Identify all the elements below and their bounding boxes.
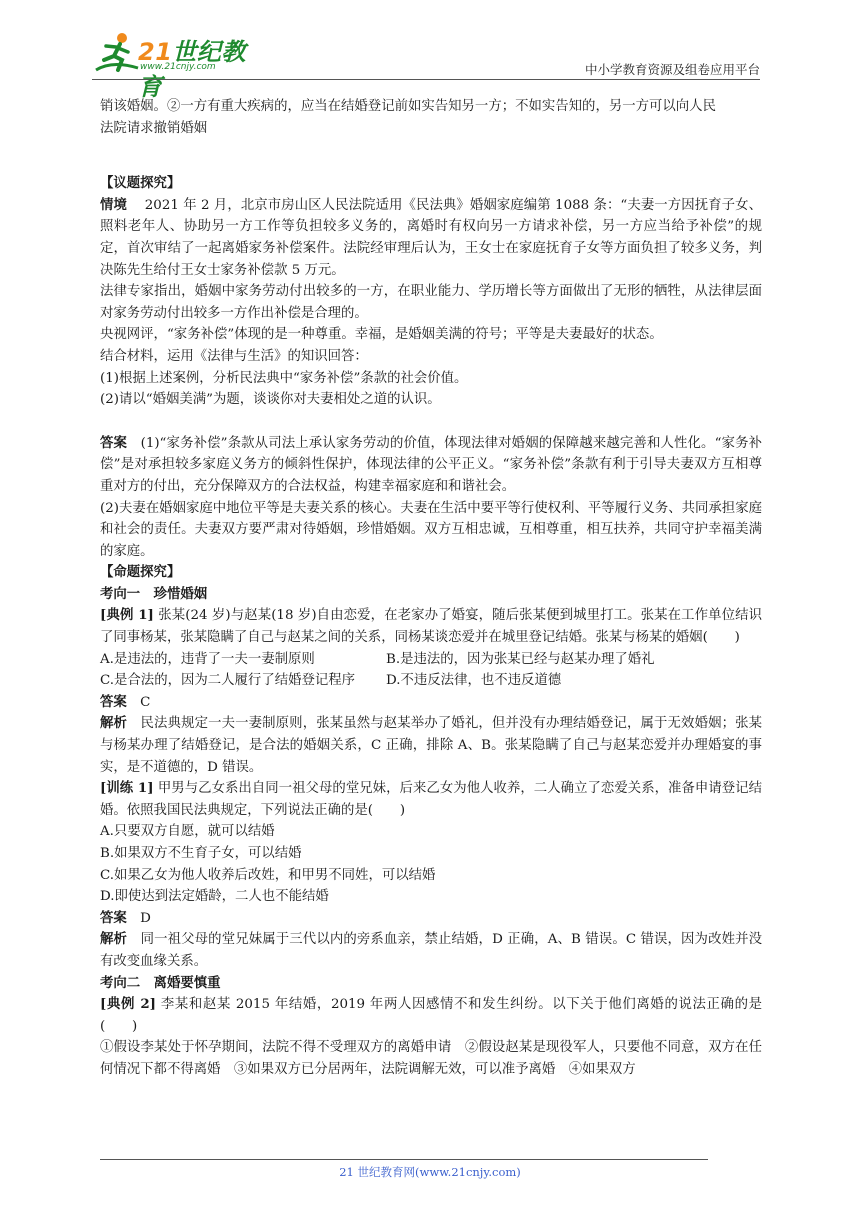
option-c: C.是合法的，因为二人履行了结婚登记程序 xyxy=(100,673,356,689)
option-b: B.是违法的，因为张某已经与赵某办理了婚礼 xyxy=(386,651,655,667)
section-heading-yiti: 【议题探究】 xyxy=(100,175,181,192)
example-1: [典例 1] 张某(24 岁)与赵某(18 岁)自由恋爱，在老家办了婚宴，随后张某便到城里打工。张某在工作单位结识了同事杨某，张某隐瞒了自己与赵某之间的关系，同杨某谈恋爱并在城里登记结婚。张某与杨某的婚姻( ) xyxy=(100,607,762,646)
runner-logo-icon xyxy=(92,30,142,78)
training-1-explanation: 解析 同一祖父母的堂兄妹属于三代以内的旁系血亲，禁止结婚，D 正确，A、B 错误。C 错误，因为改姓并没有改变血缘关系。 xyxy=(100,931,763,969)
example-1-answer: 答案 C xyxy=(100,693,151,710)
page-header xyxy=(92,28,760,101)
header-divider xyxy=(92,79,760,80)
answer-1-part-1: 答案 (1)“家务补偿”条款从司法上承认家务劳动的价值，体现法律对婚姻的保障越来越完善和人性化。“家务补偿”是对承担较多家庭义务方的倾斜性保护，体现法律的公平正义。“家务补偿”条款有利于引导夫妻双方互相尊重对方的付出，充分保障双方的合法权益，构建幸福家庭和和谐社会。 xyxy=(100,434,763,494)
option-d: D.不违反法律，也不违反道德 xyxy=(386,673,562,689)
option-a: A.是违法的，违背了一夫一妻制原则 xyxy=(100,651,315,667)
cctv-paragraph: 央视网评，“家务补偿”体现的是一种尊重。幸福，是婚姻美满的符号；平等是夫妻最好的状态。 xyxy=(100,327,663,343)
training-1-option-b: B.如果双方不生育子女，可以结婚 xyxy=(100,846,302,861)
logo-wordmark: 21世纪教育 xyxy=(138,38,246,101)
section-heading-mingti: 【命题探究】 xyxy=(100,564,181,581)
example-1-options-row-1 xyxy=(100,649,762,671)
footer-text: 21 世纪教育网(www.21cnjy.com) xyxy=(339,1165,521,1179)
training-1-option-a: A.只要双方自愿，就可以结婚 xyxy=(100,824,275,840)
training-1-option-d: D.即使达到法定婚龄，二人也不能结婚 xyxy=(100,889,329,905)
document-body xyxy=(100,96,762,1081)
direction-2-heading: 考向二 离婚要慎重 xyxy=(100,974,221,991)
logo-url: www.21cnjy.com xyxy=(140,62,216,72)
footer-divider xyxy=(100,1159,708,1160)
intro-line-2: 法院请求撤销婚姻 xyxy=(100,120,208,136)
task-paragraph: 结合材料，运用《法律与生活》的知识回答： xyxy=(100,348,368,364)
direction-1-heading: 考向一 珍惜婚姻 xyxy=(100,585,208,602)
example-2: [典例 2] 李某和赵某 2015 年结婚，2019 年两人因感情不和发生纠纷。以下关于他们离婚的说法正确的是( ) xyxy=(100,996,762,1034)
training-1-option-c: C.如果乙女为他人收养后改姓，和甲男不同姓，可以结婚 xyxy=(100,867,436,883)
example-2-statements: ①假设李某处于怀孕期间，法院不得不受理双方的离婚申请 ②假设赵某是现役军人，只要他不同意，双方在任何情况下都不得离婚 ③如果双方已分居两年，法院调解无效，可以准予离婚 ④如果双方 xyxy=(100,1040,762,1077)
example-1-options-row-2 xyxy=(100,670,762,692)
example-1-explanation: 解析 民法典规定一夫一妻制原则，张某虽然与赵某举办了婚礼，但并没有办理结婚登记，属于无效婚姻；张某与杨某办理了结婚登记，是合法的婚姻关系，C 正确，排除 A、B。张某隐瞒了自己与赵某恋爱并办理婚宴的事实，是不道德的，D 错误。 xyxy=(100,715,763,775)
question-2: (2)请以“婚姻美满”为题，谈谈你对夫妻相处之道的认识。 xyxy=(100,392,441,408)
intro-line-1: 销该婚姻。②一方有重大疾病的，应当在结婚登记前如实告知另一方；不如实告知的，另一方可以向人民 xyxy=(100,99,716,114)
question-1: (1)根据上述案例，分析民法典中“家务补偿”条款的社会价值。 xyxy=(100,370,468,386)
logo xyxy=(92,28,262,101)
answer-1-part-2: (2)夫妻在婚姻家庭中地位平等是夫妻关系的核心。夫妻在生活中要平等行使权利、平等履行义务、共同承担家庭和社会的责任。夫妻双方要严肃对待婚姻，珍惜婚姻。双方互相忠诚，互相尊重，相互扶养，共同守护幸福美满的家庭。 xyxy=(100,500,762,559)
situation-paragraph: 情境 2021 年 2 月，北京市房山区人民法院适用《民法典》婚姻家庭编第 1088 条：“夫妻一方因抚育子女、照料老年人、协助另一方工作等负担较多义务的，离婚时有权向另一方请求补偿，另一方应当给予补偿”的规定，首次审结了一起离婚家务补偿案件。法院经审理后认为，王女士在家庭抚育子女等方面负担了较多义务，判决陈先生给付王女士家务补偿款 5 万元。 xyxy=(100,196,762,278)
platform-name: 中小学教育资源及组卷应用平台 xyxy=(584,62,760,77)
training-1-answer: 答案 D xyxy=(100,909,151,926)
training-1: [训练 1] 甲男与乙女系出自同一祖父母的堂兄妹，后来乙女为他人收养，二人确立了恋爱关系，准备申请登记结婚。依照我国民法典规定，下列说法正确的是( ) xyxy=(100,780,762,818)
expert-paragraph: 法律专家指出，婚姻中家务劳动付出较多的一方，在职业能力、学历增长等方面做出了无形的牺牲，从法律层面对家务劳动付出较多一方作出补偿是合理的。 xyxy=(100,284,762,321)
